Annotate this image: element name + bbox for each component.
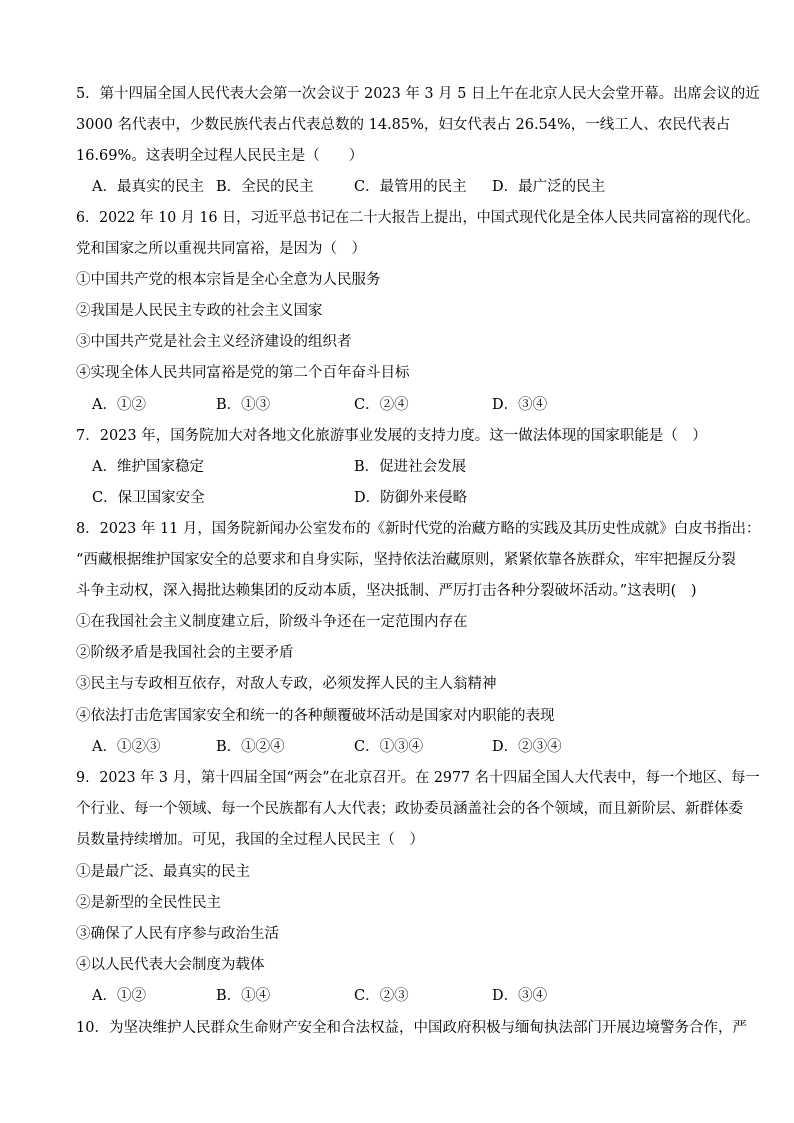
q5-stem-line-3: 16.69%。这表明全过程人民民主是（ ）: [76, 148, 364, 164]
q8-stem-line-2: “西藏根据维护国家安全的总要求和自身实际，坚持依法治藏原则，紧紧依靠各族群众，牢牢把握反分裂: [76, 552, 736, 568]
q9-option-c[interactable]: C．②③: [354, 988, 409, 1004]
q5-stem-line-1: 5．第十四届全国人民代表大会第一次会议于 2023 年 3 月 5 日上午在北京人民大会堂开幕。出席会议的近: [76, 86, 760, 102]
q5-option-c[interactable]: C．最管用的民主: [354, 179, 467, 195]
q10-stem-line-1: 10．为坚决维护人民群众生命财产安全和合法权益，中国政府积极与缅甸执法部门开展边境警务合作，严: [76, 1020, 747, 1036]
q6-option-b[interactable]: B．①③: [216, 397, 271, 413]
q9-statement-3: ③确保了人民有序参与政治生活: [76, 926, 279, 942]
q9-option-b[interactable]: B．①④: [216, 988, 271, 1004]
q6-stem-line-2: 党和国家之所以重视共同富裕，是因为（ ）: [76, 241, 366, 257]
q9-stem-line-2: 个行业、每一个领域、每一个民族都有人大代表；政协委员涵盖社会的各个领域，而且新阶层、新群体委: [76, 801, 743, 817]
q8-option-c[interactable]: C．①③④: [354, 739, 424, 755]
q8-stem-line-1: 8．2023 年 11 月，国务院新闻办公室发布的《新时代党的治藏方略的实践及其历史性成就》白皮书指出：: [76, 521, 761, 537]
q9-statement-1: ①是最广泛、最真实的民主: [76, 864, 250, 880]
q8-statement-2: ②阶级矛盾是我国社会的主要矛盾: [76, 645, 294, 661]
q8-stem-line-3: 斗争主动权，深入揭批达赖集团的反动本质，坚决抵制、严厉打击各种分裂破坏活动。”这表明( ): [76, 583, 697, 599]
q9-stem-line-3: 员数量持续增加。可见，我国的全过程人民民主（ ）: [76, 832, 424, 848]
q8-statement-3: ③民主与专政相互依存，对敌人专政，必须发挥人民的主人翁精神: [76, 676, 497, 692]
q6-option-c[interactable]: C．②④: [354, 397, 409, 413]
q7-option-a[interactable]: A．维护国家稳定: [92, 459, 204, 475]
q9-statement-2: ②是新型的全民性民主: [76, 895, 221, 911]
q6-statement-3: ③中国共产党是社会主义经济建设的组织者: [76, 334, 352, 350]
q9-option-d[interactable]: D．③④: [492, 988, 548, 1004]
q9-option-a[interactable]: A．①②: [92, 988, 146, 1004]
q6-statement-4: ④实现全体人民共同富裕是党的第二个百年奋斗目标: [76, 365, 410, 381]
q7-option-c[interactable]: C．保卫国家安全: [92, 490, 205, 506]
q5-option-a[interactable]: A．最真实的民主: [92, 179, 204, 195]
q9-statement-4: ④以人民代表大会制度为载体: [76, 957, 265, 973]
q5-stem-line-2: 3000 名代表中，少数民族代表占代表总数的 14.85%，妇女代表占 26.54%，一线工人、农民代表占: [76, 117, 731, 133]
q6-statement-1: ①中国共产党的根本宗旨是全心全意为人民服务: [76, 272, 381, 288]
q6-option-d[interactable]: D．③④: [492, 397, 548, 413]
q7-option-b[interactable]: B．促进社会发展: [354, 459, 467, 475]
q8-option-a[interactable]: A．①②③: [92, 739, 161, 755]
q5-option-d[interactable]: D．最广泛的民主: [492, 179, 606, 195]
q8-statement-4: ④依法打击危害国家安全和统一的各种颠覆破坏活动是国家对内职能的表现: [76, 708, 555, 724]
q5-option-b[interactable]: B．全民的民主: [216, 179, 314, 195]
q6-stem-line-1: 6．2022 年 10 月 16 日，习近平总书记在二十大报告上提出，中国式现代化是全体人民共同富裕的现代化。: [76, 210, 760, 226]
q9-stem-line-1: 9．2023 年 3 月，第十四届全国“两会”在北京召开。在 2977 名十四届全国人大代表中，每一个地区、每一: [76, 770, 760, 786]
q7-option-d[interactable]: D．防御外来侵略: [354, 490, 468, 506]
q6-option-a[interactable]: A．①②: [92, 397, 146, 413]
q8-statement-1: ①在我国社会主义制度建立后，阶级斗争还在一定范围内存在: [76, 614, 468, 630]
q8-option-b[interactable]: B．①②④: [216, 739, 285, 755]
q7-stem-line-1: 7．2023 年，国务院加大对各地文化旅游事业发展的支持力度。这一做法体现的国家职能是（ ）: [76, 428, 707, 444]
q8-option-d[interactable]: D．②③④: [492, 739, 562, 755]
q6-statement-2: ②我国是人民民主专政的社会主义国家: [76, 303, 323, 319]
